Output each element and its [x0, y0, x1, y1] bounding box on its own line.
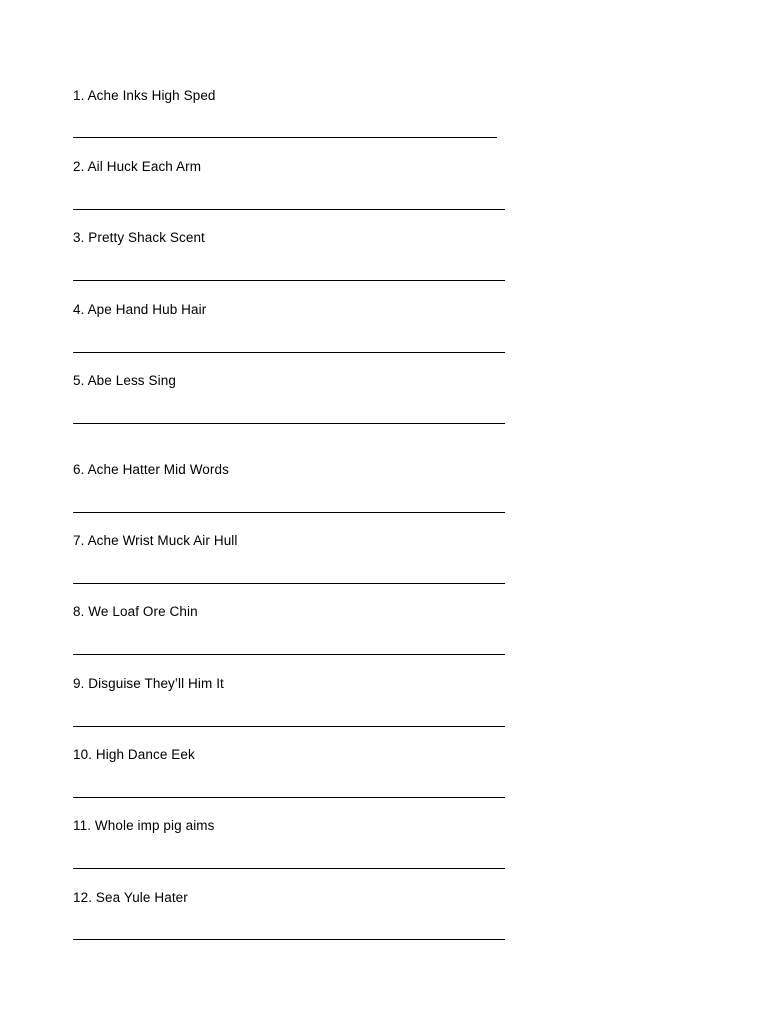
- item-prompt: 1. Ache Inks High Sped: [73, 88, 216, 103]
- worksheet-item-5: [73, 373, 513, 389]
- answer-line: [73, 280, 505, 281]
- worksheet-item-6: [73, 462, 513, 478]
- answer-line: [73, 654, 505, 655]
- answer-line: [73, 868, 505, 869]
- answer-line: [73, 209, 505, 210]
- answer-line: [73, 512, 505, 513]
- item-prompt: 2. Ail Huck Each Arm: [73, 159, 202, 174]
- answer-line: [73, 797, 505, 798]
- worksheet-item-8: [73, 604, 513, 620]
- item-prompt: 7. Ache Wrist Muck Air Hull: [73, 533, 238, 548]
- item-prompt: 6. Ache Hatter Mid Words: [73, 462, 229, 477]
- item-prompt: 10. High Dance Eek: [73, 747, 195, 762]
- item-prompt: 3. Pretty Shack Scent: [73, 230, 205, 245]
- answer-line: [73, 939, 505, 940]
- item-prompt: 11. Whole imp pig aims: [73, 818, 215, 833]
- worksheet-item-10: [73, 747, 513, 763]
- answer-line: [73, 137, 497, 138]
- answer-line: [73, 352, 505, 353]
- worksheet-item-4: [73, 302, 513, 318]
- worksheet-item-2: [73, 159, 513, 175]
- worksheet-item-7: [73, 533, 513, 549]
- answer-line: [73, 423, 505, 424]
- item-prompt: 4. Ape Hand Hub Hair: [73, 302, 207, 317]
- item-prompt: 12. Sea Yule Hater: [73, 890, 188, 905]
- item-prompt: 9. Disguise They’ll Him It: [73, 676, 224, 691]
- item-prompt: 8. We Loaf Ore Chin: [73, 604, 198, 619]
- worksheet-item-11: [73, 818, 513, 834]
- worksheet-item-9: [73, 676, 513, 692]
- answer-line: [73, 726, 505, 727]
- answer-line: [73, 583, 505, 584]
- worksheet-item-3: [73, 230, 513, 246]
- worksheet-item-1: [73, 88, 513, 104]
- worksheet-item-12: [73, 890, 513, 906]
- item-prompt: 5. Abe Less Sing: [73, 373, 176, 388]
